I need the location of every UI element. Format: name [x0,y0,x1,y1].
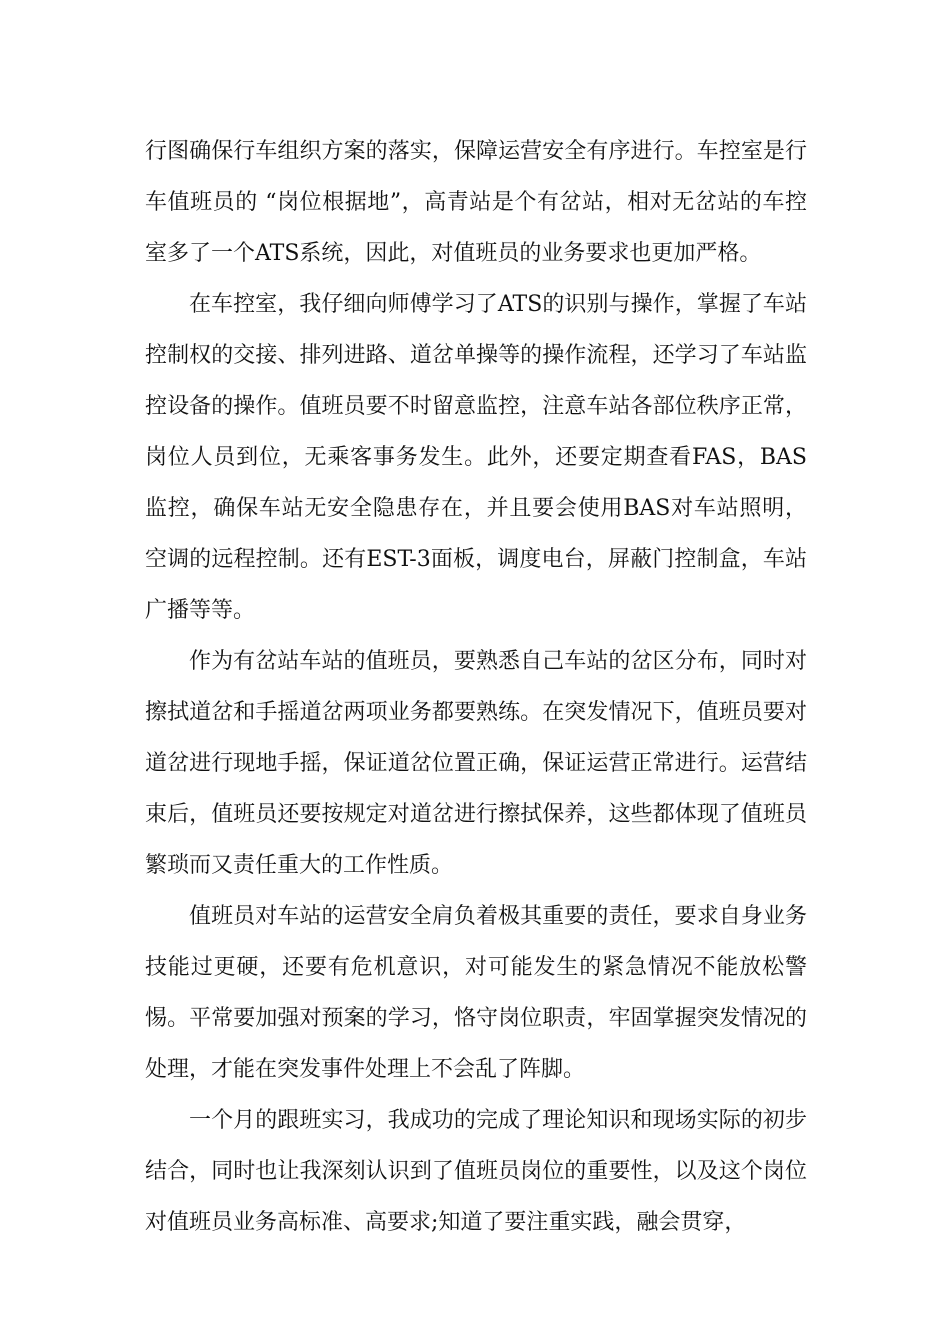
paragraph-5: 一个月的跟班实习，我成功的完成了理论知识和现场实际的初步结合，同时也让我深刻认识到了值班员岗位的重要性，以及这个岗位对值班员业务高标准、高要求;知道了要注重实践，融会贯穿， [145,1108,807,1235]
paragraph-1: 行图确保行车组织方案的落实，保障运营安全有序进行。车控室是行车值班员的 “岗位根据地”，高青站是个有岔站，相对无岔站的车控室多了一个ATS系统，因此，对值班员的业务要求也更加严格。 [145,139,807,266]
document-body [145,126,807,1248]
paragraph-4: 值班员对车站的运营安全肩负着极其重要的责任，要求自身业务技能过更硬，还要有危机意识，对可能发生的紧急情况不能放松警惕。平常要加强对预案的学习，恪守岗位职责，牢固掌握突发情况的处理，才能在突发事件处理上不会乱了阵脚。 [145,904,807,1082]
paragraph-3: 作为有岔站车站的值班员，要熟悉自己车站的岔区分布，同时对擦拭道岔和手摇道岔两项业务都要熟练。在突发情况下，值班员要对道岔进行现地手摇，保证道岔位置正确，保证运营正常进行。运营结束后，值班员还要按规定对道岔进行擦拭保养，这些都体现了值班员繁琐而又责任重大的工作性质。 [145,649,807,878]
paragraph-2: 在车控室，我仔细向师傅学习了ATS的识别与操作，掌握了车站控制权的交接、排列进路、道岔单操等的操作流程，还学习了车站监控设备的操作。值班员要不时留意监控，注意车站各部位秩序正常，岗位人员到位，无乘客事务发生。此外，还要定期查看FAS，BAS监控，确保车站无安全隐患存在，并且要会使用BAS对车站照明，空调的远程控制。还有EST-3面板，调度电台，屏蔽门控制盒，车站广播等等。 [145,292,807,623]
